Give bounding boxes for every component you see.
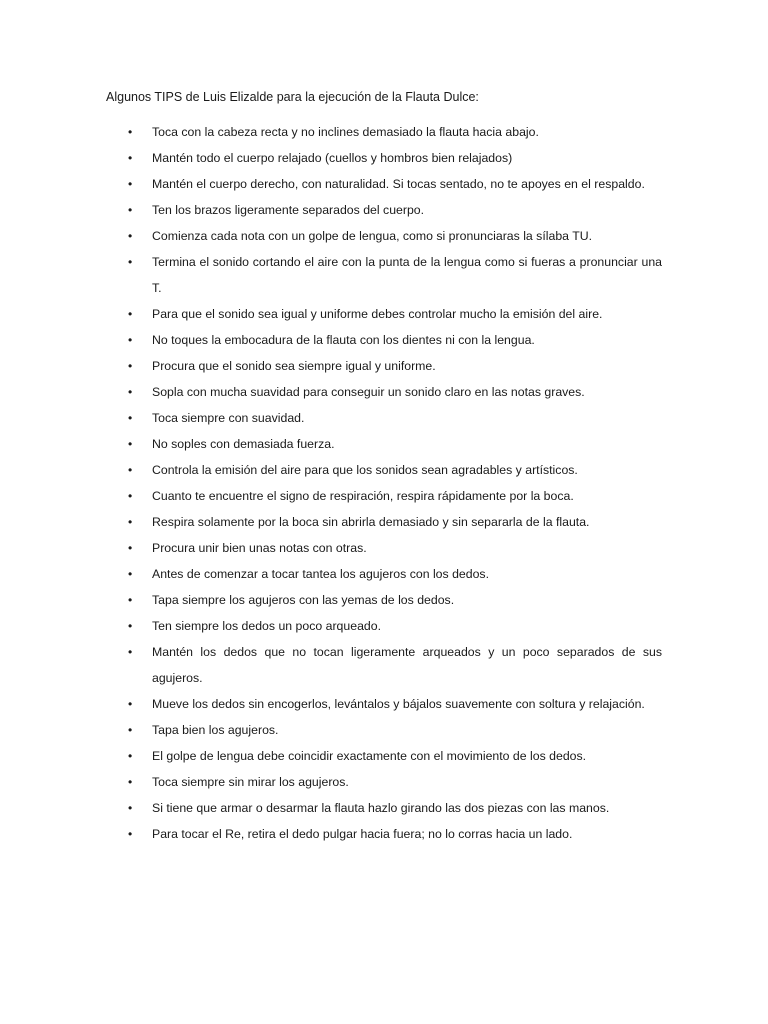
tip-item — [124, 171, 662, 197]
bullet-icon: • — [128, 723, 133, 737]
tip-item — [124, 717, 662, 743]
tip-item — [124, 301, 662, 327]
tip-item — [124, 119, 662, 145]
bullet-icon: • — [128, 697, 133, 711]
tip-item — [124, 249, 662, 301]
tip-item — [124, 613, 662, 639]
tip-text: Toca siempre sin mirar los agujeros. — [152, 775, 349, 789]
bullet-icon: • — [128, 411, 133, 425]
bullet-icon: • — [128, 593, 133, 607]
tip-item — [124, 561, 662, 587]
bullet-icon: • — [128, 489, 133, 503]
bullet-icon: • — [128, 541, 133, 555]
tip-text: El golpe de lengua debe coincidir exactamente con el movimiento de los dedos. — [152, 749, 587, 763]
tip-text: Ten siempre los dedos un poco arqueado. — [152, 619, 382, 633]
bullet-icon: • — [128, 307, 133, 321]
bullet-icon: • — [128, 645, 133, 659]
bullet-icon: • — [128, 255, 133, 269]
tip-text: Cuanto te encuentre el signo de respiración, respira rápidamente por la boca. — [152, 489, 574, 503]
tip-text: No soples con demasiada fuerza. — [152, 437, 335, 451]
tip-text: No toques la embocadura de la flauta con los dientes ni con la lengua. — [152, 333, 535, 347]
bullet-icon: • — [128, 203, 133, 217]
bullet-icon: • — [128, 749, 133, 763]
tip-item — [124, 509, 662, 535]
tip-item — [124, 587, 662, 613]
tip-item — [124, 327, 662, 353]
tip-item — [124, 405, 662, 431]
tip-item — [124, 535, 662, 561]
tip-item — [124, 457, 662, 483]
tip-text: Si tiene que armar o desarmar la flauta hazlo girando las dos piezas con las manos. — [152, 801, 610, 815]
bullet-icon: • — [128, 567, 133, 581]
tip-text: Mantén los dedos que no tocan ligeramente arqueados y un poco separados de sus agujeros. — [152, 645, 662, 685]
tip-item — [124, 743, 662, 769]
tip-text: Sopla con mucha suavidad para conseguir un sonido claro en las notas graves. — [152, 385, 585, 399]
tip-text: Toca siempre con suavidad. — [152, 411, 305, 425]
tip-item — [124, 379, 662, 405]
tip-text: Termina el sonido cortando el aire con la punta de la lengua como si fueras a pronunciar una T. — [152, 255, 662, 295]
tip-text: Toca con la cabeza recta y no inclines demasiado la flauta hacia abajo. — [152, 125, 539, 139]
tip-text: Antes de comenzar a tocar tantea los agujeros con los dedos. — [152, 567, 489, 581]
document-heading: Algunos TIPS de Luis Elizalde para la ejecución de la Flauta Dulce: — [106, 90, 479, 104]
bullet-icon: • — [128, 229, 133, 243]
bullet-icon: • — [128, 177, 133, 191]
bullet-icon: • — [128, 619, 133, 633]
tip-item — [124, 353, 662, 379]
bullet-icon: • — [128, 801, 133, 815]
tip-text: Mantén todo el cuerpo relajado (cuellos y hombros bien relajados) — [152, 151, 513, 165]
bullet-icon: • — [128, 463, 133, 477]
tip-text: Mantén el cuerpo derecho, con naturalidad. Si tocas sentado, no te apoyes en el respaldo. — [152, 177, 645, 191]
bullet-icon: • — [128, 359, 133, 373]
tip-text: Para tocar el Re, retira el dedo pulgar hacia fuera; no lo corras hacia un lado. — [152, 827, 573, 841]
bullet-icon: • — [128, 437, 133, 451]
bullet-icon: • — [128, 827, 133, 841]
tip-text: Controla la emisión del aire para que los sonidos sean agradables y artísticos. — [152, 463, 578, 477]
bullet-icon: • — [128, 333, 133, 347]
tip-text: Mueve los dedos sin encogerlos, levántalos y bájalos suavemente con soltura y relajación. — [152, 697, 645, 711]
tip-item — [124, 223, 662, 249]
tip-text: Tapa bien los agujeros. — [152, 723, 279, 737]
tip-text: Respira solamente por la boca sin abrirla demasiado y sin separarla de la flauta. — [152, 515, 590, 529]
tip-text: Procura que el sonido sea siempre igual y uniforme. — [152, 359, 436, 373]
tip-item — [124, 639, 662, 691]
tip-item — [124, 691, 662, 717]
tip-item — [124, 769, 662, 795]
tip-text: Tapa siempre los agujeros con las yemas de los dedos. — [152, 593, 455, 607]
tip-item — [124, 197, 662, 223]
bullet-icon: • — [128, 385, 133, 399]
bullet-icon: • — [128, 515, 133, 529]
tip-text: Procura unir bien unas notas con otras. — [152, 541, 367, 555]
bullet-icon: • — [128, 125, 133, 139]
tips-list — [124, 119, 662, 847]
tip-text: Ten los brazos ligeramente separados del cuerpo. — [152, 203, 425, 217]
tip-item — [124, 821, 662, 847]
tip-text: Para que el sonido sea igual y uniforme debes controlar mucho la emisión del aire. — [152, 307, 603, 321]
tip-item — [124, 145, 662, 171]
tip-item — [124, 483, 662, 509]
tip-text: Comienza cada nota con un golpe de lengua, como si pronunciaras la sílaba TU. — [152, 229, 592, 243]
bullet-icon: • — [128, 151, 133, 165]
tip-item — [124, 795, 662, 821]
tip-item — [124, 431, 662, 457]
bullet-icon: • — [128, 775, 133, 789]
